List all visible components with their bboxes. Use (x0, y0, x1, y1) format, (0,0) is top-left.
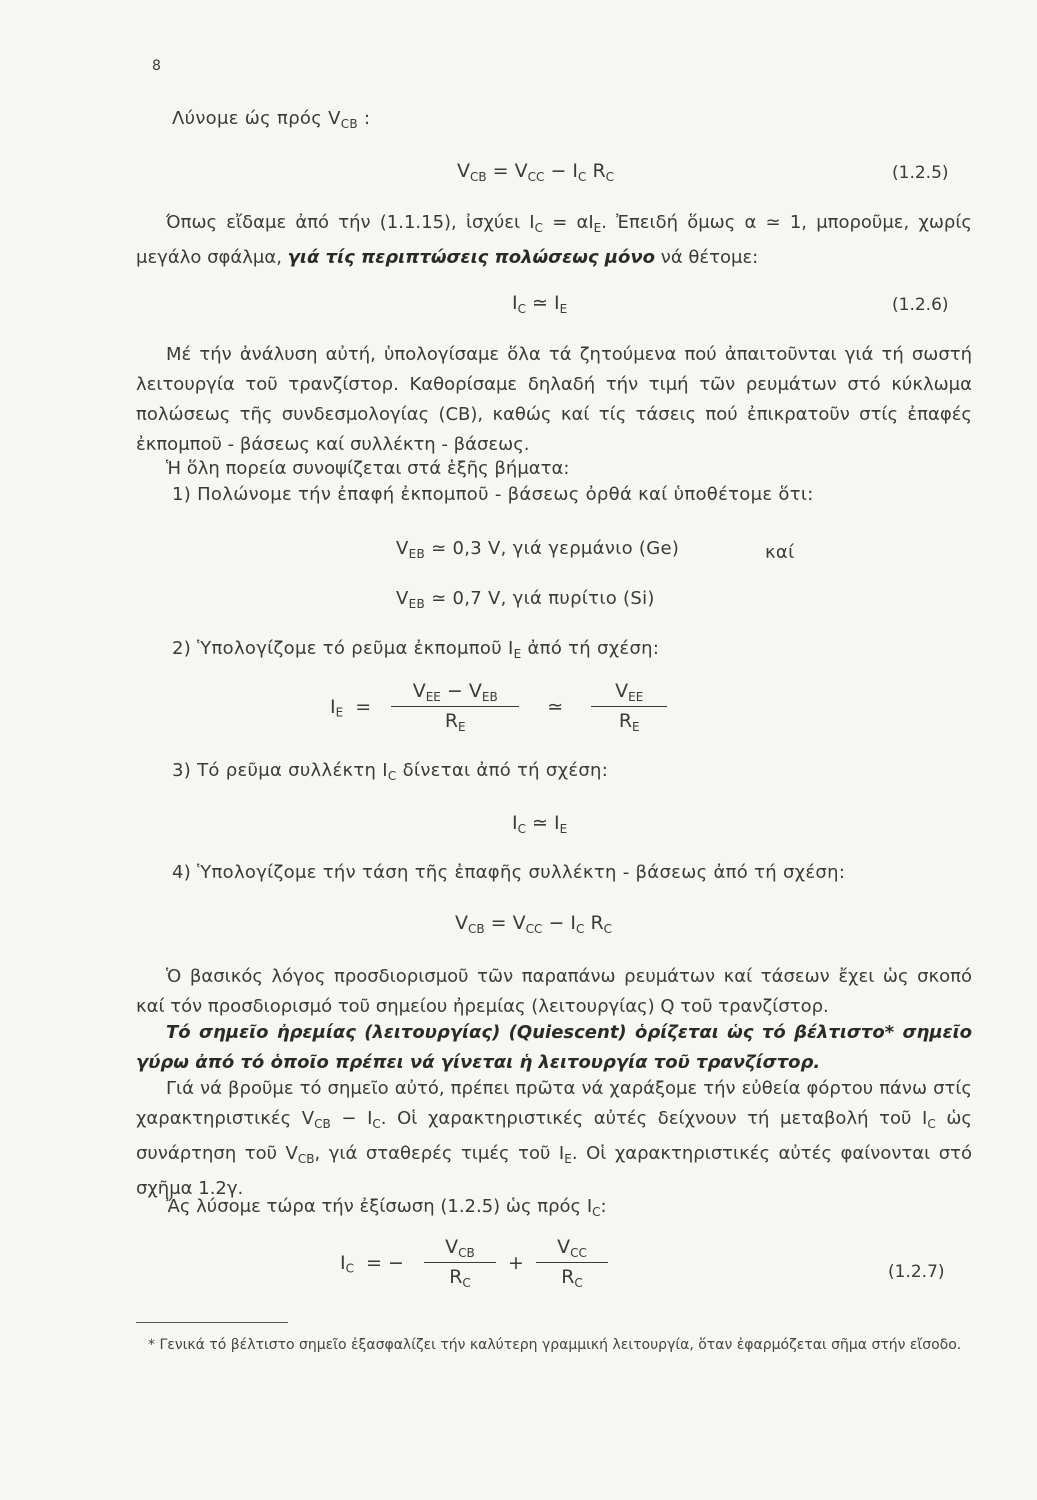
veb-germanium: $V_{EB}$ ≃ 0,3 V, γιά γερμάνιο (Ge) (396, 538, 680, 561)
equation-1-2-7: $I_C$ = − $\frac{V_{CB}}{R_C}$ + $\frac{V_{CC}}{R_C}$ (340, 1236, 608, 1290)
veb-silicon: $V_{EB}$ ≃ 0,7 V, γιά πυρίτιο (Si) (396, 588, 655, 611)
footnote-divider (136, 1322, 288, 1323)
paragraph-3: Μέ τήν ἀνάλυση αὐτή, ὑπολογίσαμε ὅλα τά ζητούμενα πού ἀπαιτοῦνται γιά τή σωστή λειτουργία τοῦ τρανζίστορ. Καθορίσαμε δηλαδή τήν τιμή τῶν ρευμάτων στό κύκλωμα πολώσεως τῆς συνδεσμολογίας (CB), καθώς καί τίς τάσεις πού ἐπικρατοῦν στίς ἐπαφές ἐκπομποῦ - βάσεως καί συλλέκτη - βάσεως. (136, 344, 972, 455)
ic-fraction-1: $\frac{V_{CB}}{R_C}$ (424, 1236, 496, 1290)
paragraph-8: Ἄς λύσομε τώρα τήν ἐξίσωση (1.2.5) ὡς πρός $I_C$: (166, 1196, 607, 1219)
equation-1-2-5: $V_{CB} = V_{CC} - I_C$ $R_C$ (457, 160, 615, 184)
intro-line: Λύνομε ώς πρός $V_{CB}$ : (172, 108, 371, 131)
equation-vcb: $V_{CB} = V_{CC} - I_C$ $R_C$ (455, 912, 613, 936)
ie-fraction-1: $\frac{V_{EE} - V_{EB}}{R_E}$ (391, 680, 519, 734)
step-1: 1) Πολώνομε τήν ἐπαφή ἐκπομποῦ - βάσεως ὀρθά καί ὑποθέτομε ὅτι: (172, 484, 814, 505)
ic-fraction-2: $\frac{V_{CC}}{R_C}$ (536, 1236, 608, 1290)
paragraph-6-definition: Τό σημεῖο ἠρεμίας (λειτουργίας) (Quiescent) ὁρίζεται ὡς τό βέλτιστο* σημεῖο γύρω ἀπό τό ὁποῖο πρέπει νά γίνεται ἡ λειτουργία τοῦ τρανζίστορ. (136, 1022, 972, 1073)
paragraph-2: Όπως εἴδαμε ἀπό τήν (1.1.15), ἰσχύει $I_C = \alpha I_E$. Ἐπειδή ὅμως α ≃ 1, μποροῦμε, χωρίς μεγάλο σφάλμα, γιά τίς περιπτώσεις πολώσεως μόνο νά θέτομε: (136, 212, 972, 268)
paragraph-4: Ἡ ὅλη πορεία συνοψίζεται στά ἑξῆς βήματα: (166, 458, 570, 479)
veb-and: καί (765, 542, 795, 563)
equation-number-1-2-6: (1.2.6) (892, 295, 949, 315)
step-4: 4) Ὑπολογίζομε τήν τάση τῆς ἐπαφῆς συλλέκτη - βάσεως ἀπό τή σχέση: (172, 862, 846, 883)
step-3: 3) Τό ρεῦμα συλλέκτη $I_C$ δίνεται ἀπό τή σχέση: (172, 760, 609, 783)
ie-fraction-2: $\frac{V_{EE}}{R_E}$ (591, 680, 667, 734)
equation-number-1-2-5: (1.2.5) (892, 163, 949, 183)
paragraph-5: Ὁ βασικός λόγος προσδιορισμοῦ τῶν παραπάνω ρευμάτων καί τάσεων ἔχει ὡς σκοπό καί τόν προσδιορισμό τοῦ σημείου ἠρεμίας (λειτουργίας) Q τοῦ τρανζίστορ. (136, 966, 972, 1017)
equation-ie: $I_E$ = $\frac{V_{EE} - V_{EB}}{R_E}$ ≃ $\frac{V_{EE}}{R_E}$ (330, 680, 667, 734)
footnote: * Γενικά τό βέλτιστο σημεῖο ἐξασφαλίζει τήν καλύτερη γραμμική λειτουργία, ὅταν ἐφαρμόζεται σῆμα στήν εἴσοδο. (148, 1337, 962, 1353)
page-number: 8 (152, 58, 162, 74)
paragraph-7: Γιά νά βροῦμε τό σημεῖο αὐτό, πρέπει πρῶτα νά χαράξομε τήν εὐθεία φόρτου πάνω στίς χαρακτηριστικές $V_{CB} - I_C$. Οἱ χαρακτηριστικές αὐτές δείχνουν τή μεταβολή τοῦ $I_C$ ὡς συνάρτηση τοῦ $V_{CB}$, γιά σταθερές τιμές τοῦ $I_E$. Οἱ χαρακτηριστικές αὐτές φαίνονται στό σχῆμα 1.2γ. (136, 1078, 972, 1199)
equation-1-2-6: $I_C$ ≃ $I_E$ (512, 292, 568, 316)
equation-ic: $I_C$ ≃ $I_E$ (512, 812, 568, 836)
step-2: 2) Ὑπολογίζομε τό ρεῦμα ἐκπομποῦ $I_E$ ἀπό τή σχέση: (172, 638, 660, 661)
equation-number-1-2-7: (1.2.7) (888, 1262, 945, 1282)
